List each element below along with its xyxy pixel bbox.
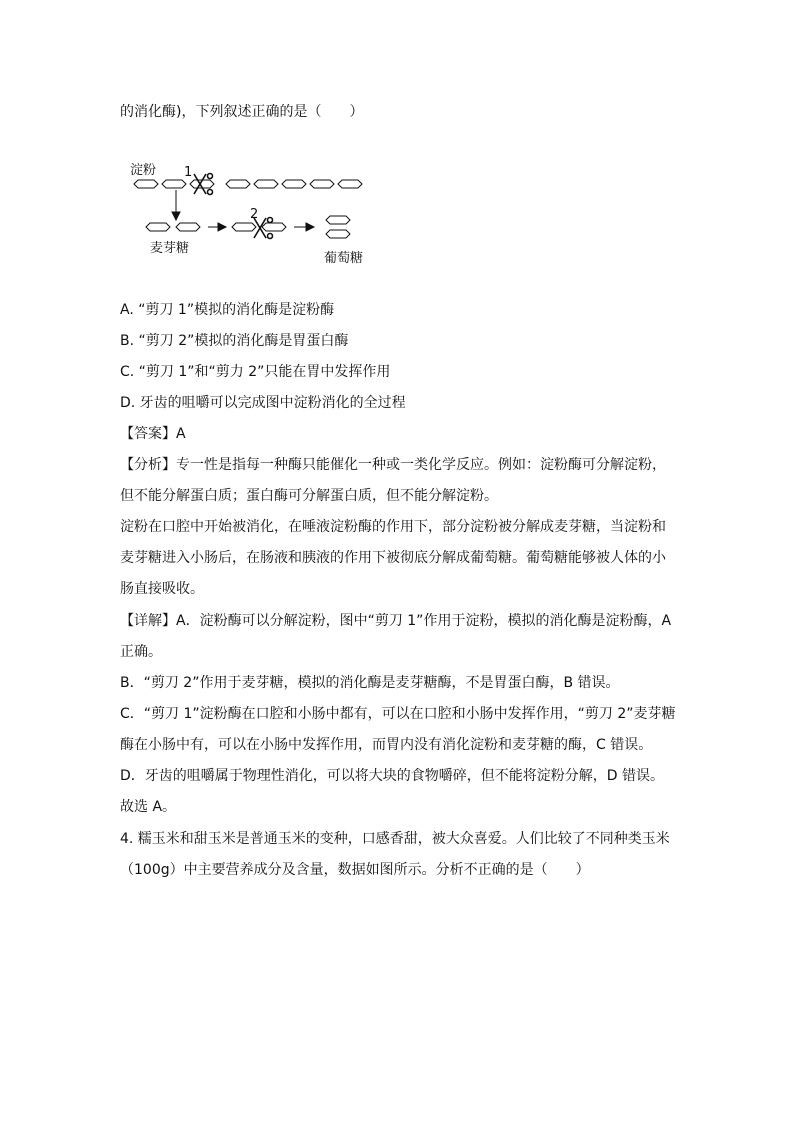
detail-line: C．“剪刀 1”淀粉酶在口腔和小肠中都有，可以在口腔和小肠中发挥作用，“剪刀 2”麦芽糖 <box>120 706 676 722</box>
analysis-line: 【分析】专一性是指每一种酶只能催化一种或一类化学反应。例如：淀粉酶可分解淀粉， <box>120 457 666 473</box>
detail-line: 正确。 <box>120 644 162 660</box>
maltose-molecule <box>146 223 200 231</box>
starch-unit <box>162 180 186 188</box>
question-intro: 的消化酶)，下列叙述正确的是（ ） <box>120 104 364 120</box>
next-question-line: 4. 糯玉米和甜玉米是普通玉米的变种，口感香甜，被大众喜爱。人们比较了不同种类玉米 <box>120 831 670 847</box>
analysis-line: 肠直接吸收。 <box>120 581 204 597</box>
next-question-line: （100g）中主要营养成分及含量，数据如图所示。分析不正确的是（ ） <box>120 862 590 878</box>
starch-unit <box>134 180 158 188</box>
answer: 【答案】A <box>120 426 186 442</box>
starch-unit <box>310 180 334 188</box>
starch-unit <box>254 180 278 188</box>
arrow-right-icon <box>208 223 226 231</box>
starch-unit <box>282 180 306 188</box>
starch-unit <box>226 180 250 188</box>
starch-unit <box>338 180 362 188</box>
analysis-line: 淀粉在口腔中开始被消化，在唾液淀粉酶的作用下，部分淀粉被分解成麦芽糖，当淀粉和 <box>120 519 666 535</box>
scissor-1-number: 1 <box>184 165 193 180</box>
arrow-down-icon <box>172 190 180 220</box>
scissors-1-icon <box>194 174 213 195</box>
analysis-line: 但不能分解蛋白质；蛋白酶可分解蛋白质，但不能分解淀粉。 <box>120 488 498 504</box>
option-b: B. “剪刀 2”模拟的消化酶是胃蛋白酶 <box>120 333 349 349</box>
option-c: C. “剪刀 1”和“剪力 2”只能在胃中发挥作用 <box>120 364 391 380</box>
starch-chain <box>134 180 362 188</box>
option-a: A. “剪刀 1”模拟的消化酶是淀粉酶 <box>120 302 335 318</box>
glucose-molecules <box>326 216 350 238</box>
detail-line: 【详解】A．淀粉酶可以分解淀粉，图中“剪刀 1”作用于淀粉，模拟的消化酶是淀粉酶，A <box>120 613 672 629</box>
detail-line: 酶在小肠中有，可以在小肠中发挥作用，而胃内没有消化淀粉和麦芽糖的酶，C 错误。 <box>120 737 653 753</box>
maltose-label: 麦芽糖 <box>150 241 190 256</box>
detail-line: B．“剪刀 2”作用于麦芽糖，模拟的消化酶是麦芽糖酶，不是胃蛋白酶，B 错误。 <box>120 675 620 691</box>
detail-line: 故选 A。 <box>120 799 177 815</box>
glucose-label: 葡萄糖 <box>324 251 364 266</box>
scissor-2-number: 2 <box>250 207 259 222</box>
detail-line: D．牙齿的咀嚼属于物理性消化，可以将大块的食物嚼碎，但不能将淀粉分解，D 错误。 <box>120 768 665 784</box>
option-d: D. 牙齿的咀嚼可以完成图中淀粉消化的全过程 <box>120 395 406 411</box>
starch-label: 淀粉 <box>130 163 157 178</box>
analysis-line: 麦芽糖进入小肠后，在肠液和胰液的作用下被彻底分解成葡萄糖。葡萄糖能够被人体的小 <box>120 550 666 566</box>
arrow-right-icon <box>294 223 314 231</box>
starch-digestion-diagram <box>120 150 380 270</box>
